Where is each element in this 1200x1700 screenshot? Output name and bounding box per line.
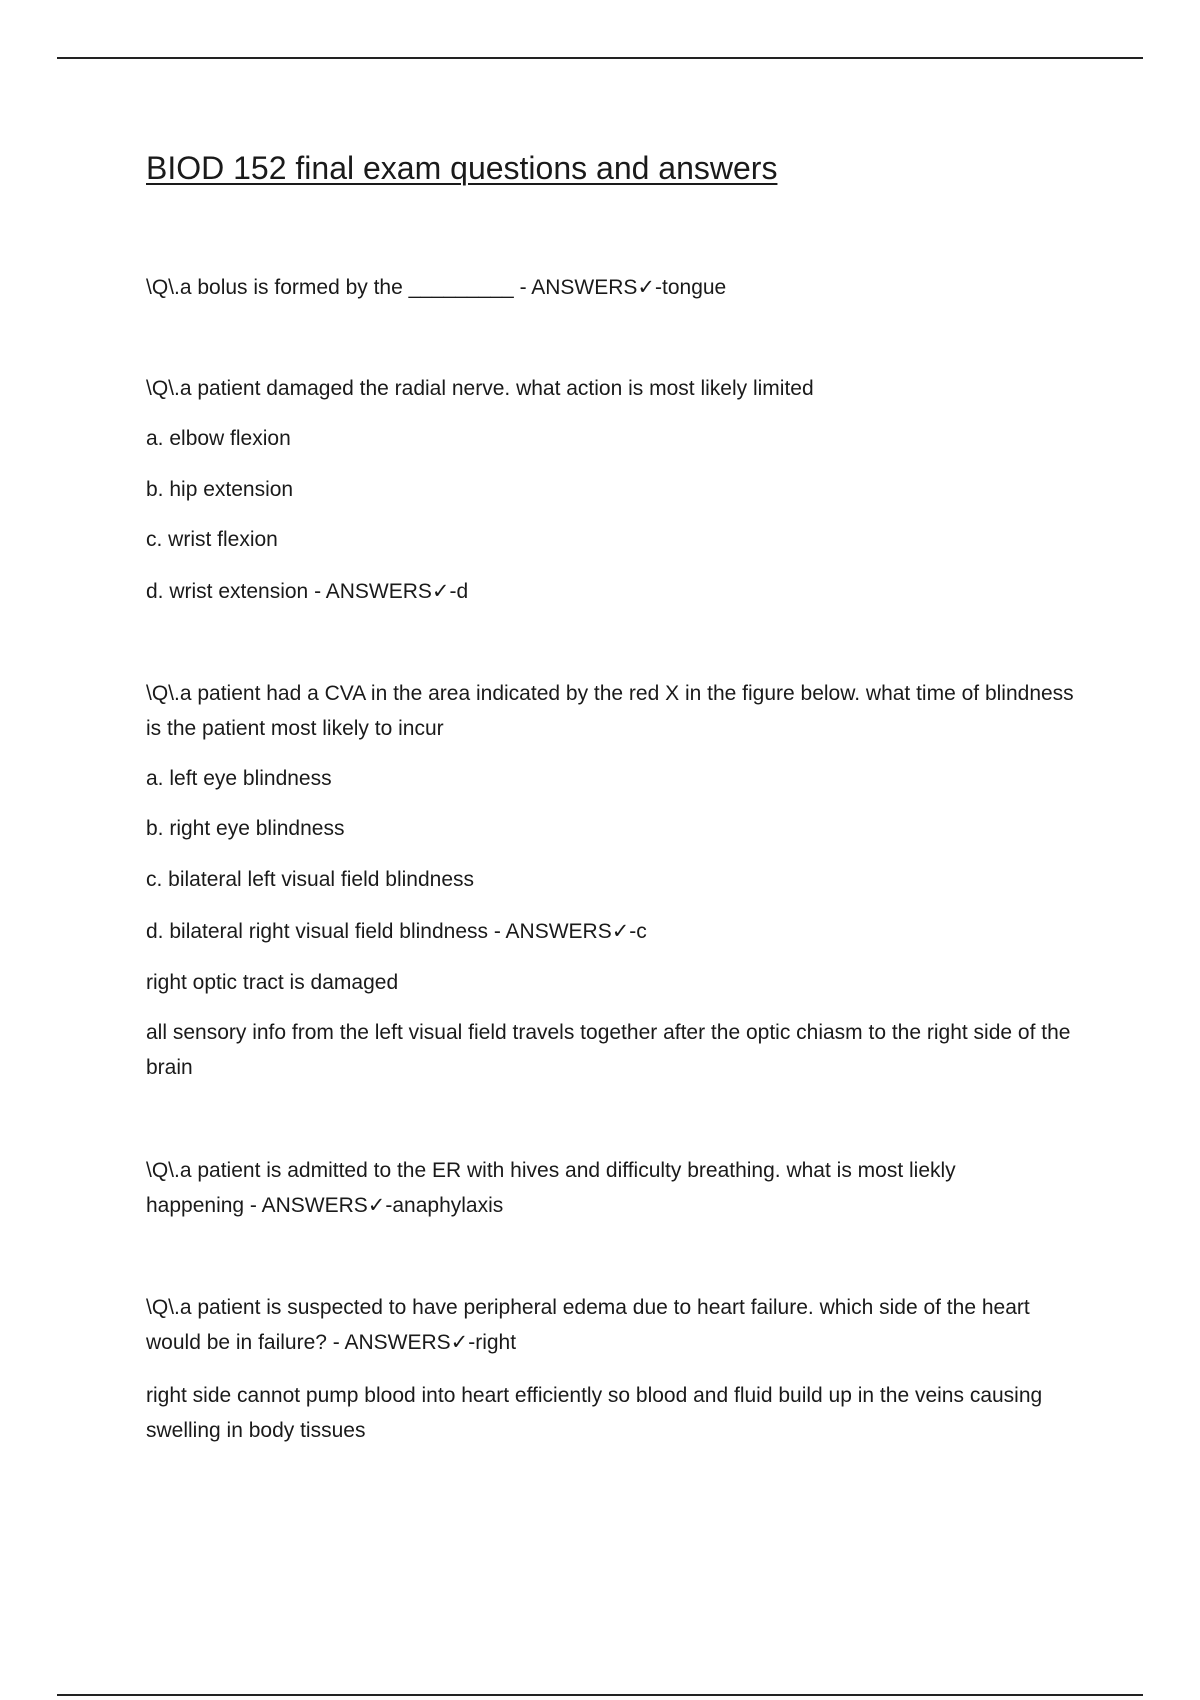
question-3-option-d: d. bilateral right visual field blindness - ANSWERS✓-c: [146, 920, 647, 943]
question-2-option-a: a. elbow flexion: [146, 427, 291, 450]
question-2-option-c: c. wrist flexion: [146, 528, 278, 551]
question-1-text: \Q\.a bolus is formed by the _________ - ANSWERS✓-tongue: [146, 276, 727, 299]
question-5-text: \Q\.a patient is suspected to have peripheral edema due to heart failure. which side of the heart would be in failure? - ANSWERS✓-right: [146, 1296, 1030, 1354]
question-3-explanation-2: all sensory info from the left visual field travels together after the optic chiasm to the right side of the brain: [146, 1021, 1071, 1079]
top-rule: [57, 57, 1143, 59]
question-2-text: \Q\.a patient damaged the radial nerve. what action is most likely limited: [146, 377, 814, 400]
bottom-rule: [57, 1694, 1143, 1696]
question-5-explanation: right side cannot pump blood into heart efficiently so blood and fluid build up in the veins causing swelling in body tissues: [146, 1384, 1043, 1442]
question-2-option-d: d. wrist extension - ANSWERS✓-d: [146, 580, 469, 603]
question-3-option-b: b. right eye blindness: [146, 817, 345, 840]
question-2-option-b: b. hip extension: [146, 478, 294, 501]
document-title: BIOD 152 final exam questions and answers: [146, 150, 778, 186]
question-3-option-a: a. left eye blindness: [146, 767, 332, 790]
question-3-explanation-1: right optic tract is damaged: [146, 971, 399, 994]
question-3-text: \Q\.a patient had a CVA in the area indicated by the red X in the figure below. what time of blindness is the patient most likely to incur: [146, 682, 1074, 740]
question-4-text: \Q\.a patient is admitted to the ER with hives and difficulty breathing. what is most liekly happening - ANSWERS✓-anaphylaxis: [146, 1159, 956, 1217]
question-3-option-c: c. bilateral left visual field blindness: [146, 868, 475, 891]
